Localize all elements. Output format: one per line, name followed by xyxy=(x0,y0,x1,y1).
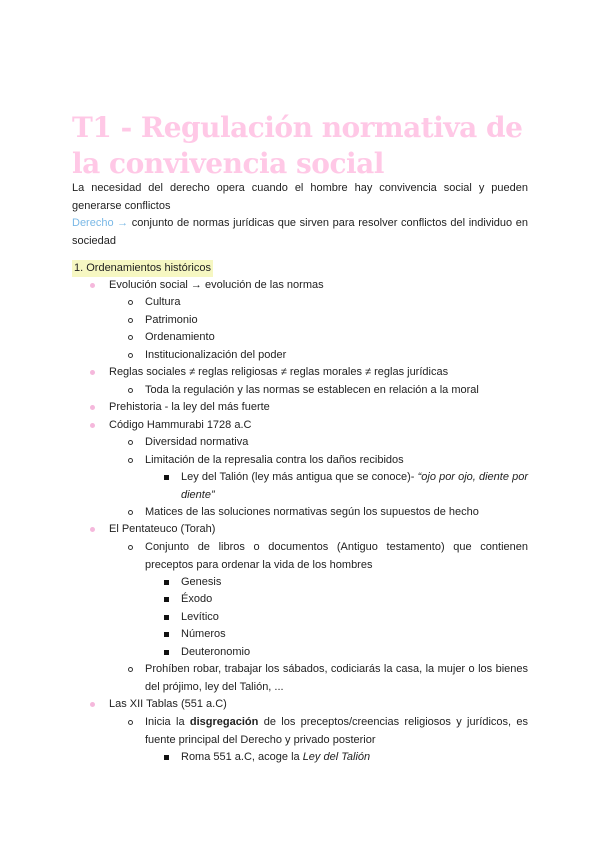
bullet-icon xyxy=(164,475,169,480)
list-item: Genesis xyxy=(181,576,222,588)
list-item: Cultura xyxy=(145,296,181,308)
list-item: Las XII Tablas (551 a.C) xyxy=(109,698,227,710)
list-item: Matices de las soluciones normativas según los supuestos de hecho xyxy=(145,506,479,518)
bullet-icon xyxy=(128,300,133,305)
list-item: Éxodo xyxy=(181,593,213,605)
bullet-icon xyxy=(128,458,133,463)
list-item: Prohíben robar, trabajar los sábados, codiciarás la casa, la mujer o los bienes del prójimo, ley del Talión, ... xyxy=(145,663,528,693)
talion-quote: “ojo por ojo, diente por diente” xyxy=(181,471,529,501)
bullet-icon xyxy=(128,335,133,340)
intro-paragraph: La necesidad del derecho opera cuando el hombre hay convivencia social y pueden generarse conflictos xyxy=(72,182,528,212)
bullet-icon xyxy=(128,388,133,393)
definition-term: Derecho → xyxy=(72,217,129,229)
list-item: Limitación de la represalia contra los daños recibidos xyxy=(145,454,404,466)
list-item: Deuteronomio xyxy=(181,646,251,658)
list-item: Patrimonio xyxy=(145,314,198,326)
list-item: Prehistoria - la ley del más fuerte xyxy=(109,401,270,413)
bullet-icon xyxy=(90,370,95,375)
bullet-icon xyxy=(128,667,133,672)
list-item xyxy=(145,714,528,749)
bullet-icon xyxy=(164,597,169,602)
bullet-icon xyxy=(164,580,169,585)
bullet-icon xyxy=(164,632,169,637)
list-item: Levítico xyxy=(181,611,219,623)
page-title: T1 - Regulación normativa de la convivencia social xyxy=(72,111,523,180)
bullet-icon xyxy=(128,318,133,323)
roma-italic: Ley del Talión xyxy=(302,751,371,763)
section-heading: 1. Ordenamientos históricos xyxy=(72,260,213,277)
bullet-icon xyxy=(128,545,133,550)
list-item xyxy=(181,469,528,504)
list-item: El Pentateuco (Torah) xyxy=(109,523,216,535)
inicia-text: Inicia la xyxy=(145,716,190,728)
list-item: Código Hammurabi 1728 a.C xyxy=(109,419,252,431)
list-item: Números xyxy=(181,628,226,640)
list-item: Institucionalización del poder xyxy=(145,349,287,361)
list-item: Diversidad normativa xyxy=(145,436,249,448)
list-item: Conjunto de libros o documentos (Antiguo testamento) que contienen preceptos para ordenar la vida de los hombres xyxy=(145,541,528,571)
roma-text: Roma 551 a.C, acoge la xyxy=(181,751,303,763)
bullet-icon xyxy=(90,527,95,532)
list-item: Evolución social → evolución de las normas xyxy=(109,279,324,291)
list-item: Ordenamiento xyxy=(145,331,215,343)
definition-paragraph xyxy=(72,215,528,250)
list-item: Toda la regulación y las normas se establecen en relación a la moral xyxy=(145,384,479,396)
list-item xyxy=(181,749,370,767)
inicia-rest: de los preceptos/creencias religiosos y jurídicos, es fuente principal del Derecho y privado posterior xyxy=(145,716,529,746)
bullet-icon xyxy=(90,423,95,428)
bullet-icon xyxy=(128,353,133,358)
talion-text: Ley del Talión (ley más antigua que se conoce)- xyxy=(181,471,418,483)
inicia-bold: disgregación xyxy=(189,716,259,728)
definition-text: conjunto de normas jurídicas que sirven para resolver conflictos del individuo en sociedad xyxy=(72,217,528,247)
bullet-icon xyxy=(90,405,95,410)
bullet-icon xyxy=(164,615,169,620)
bullet-icon xyxy=(128,720,133,725)
bullet-icon xyxy=(90,283,95,288)
list-item: Reglas sociales ≠ reglas religiosas ≠ reglas morales ≠ reglas jurídicas xyxy=(109,366,449,378)
bullet-icon xyxy=(164,755,169,760)
bullet-icon xyxy=(164,650,169,655)
bullet-icon xyxy=(128,510,133,515)
bullet-icon xyxy=(90,702,95,707)
bullet-icon xyxy=(128,440,133,445)
